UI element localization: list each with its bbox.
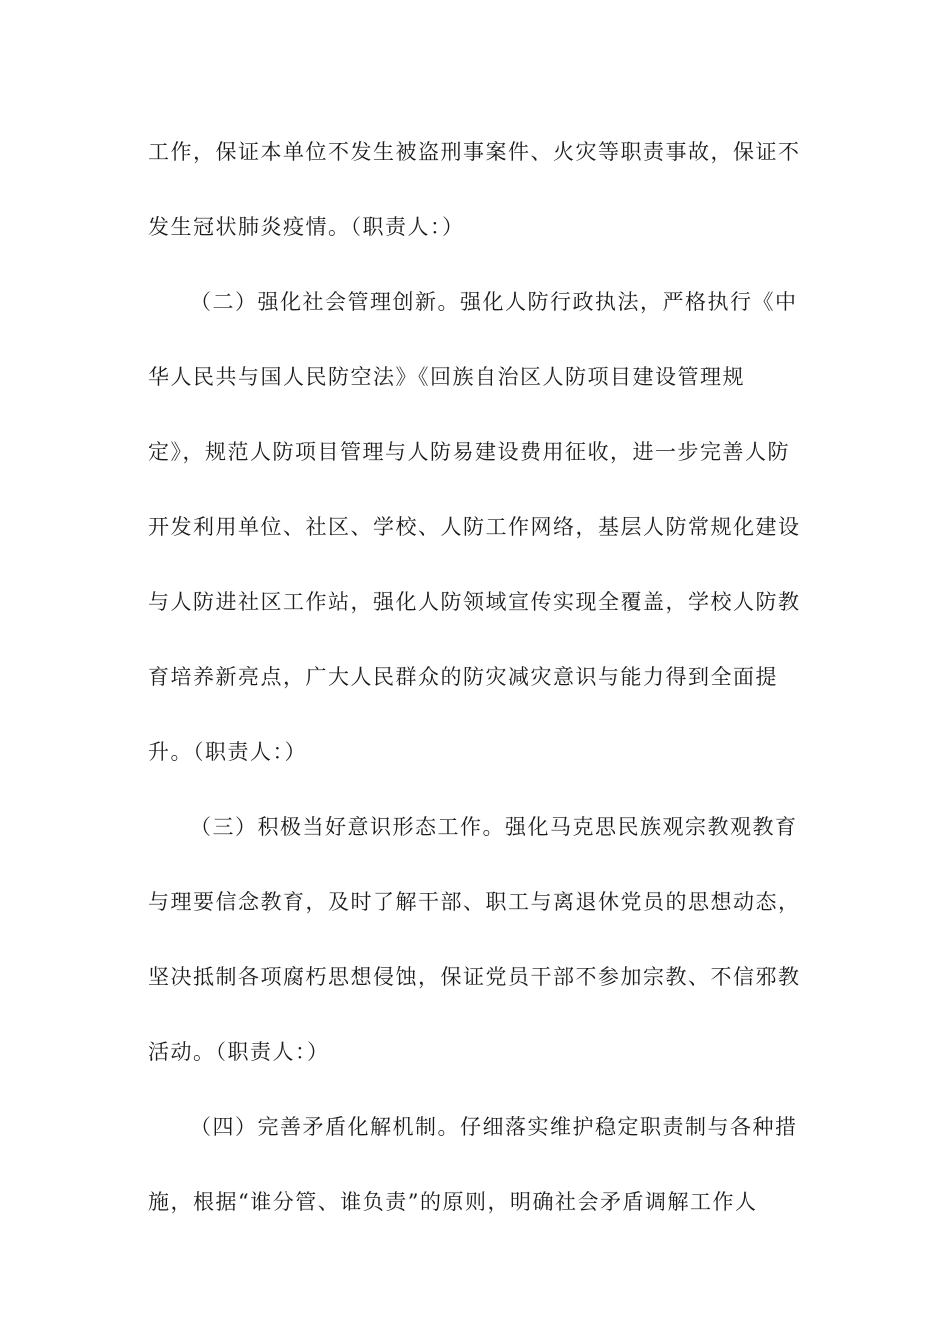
text-line: 坚决抵制各项腐朽思想侵蚀，保证党员干部不参加宗教、不信邪教 (148, 965, 801, 989)
text-line: 育培养新亮点，广大人民群众的防灾减灾意识与能力得到全面提 (148, 665, 778, 689)
paragraph-heading-3: （三）积极当好意识形态工作。强化马克思民族观宗教观教育 (190, 815, 798, 839)
text-line: 工作，保证本单位不发生被盗刑事案件、火灾等职责事故，保证不 (148, 140, 801, 164)
text-line: 发生冠状肺炎疫情。（职责人：） (148, 215, 465, 239)
text-line: 开发利用单位、社区、学校、人防工作网络，基层人防常规化建设 (148, 515, 801, 539)
text-line: 定》，规范人防项目管理与人防易建设费用征收，进一步完善人防 (148, 440, 790, 464)
text-line: 与人防进社区工作站，强化人防领域宣传实现全覆盖，学校人防教 (148, 590, 801, 614)
text-line: 华人民共与国人民防空法》《回族自治区人防项目建设管理规 (148, 365, 745, 389)
paragraph-heading-2: （二）强化社会管理创新。强化人防行政执法，严格执行《中 (190, 290, 798, 314)
text-line: 活动。（职责人：） (148, 1040, 330, 1064)
text-line: 升。（职责人：） (148, 740, 307, 764)
text-line: 施，根据“谁分管、谁负责”的原则，明确社会矛盾调解工作人 (148, 1190, 758, 1214)
paragraph-heading-4: （四）完善矛盾化解机制。仔细落实维护稳定职责制与各种措 (190, 1115, 798, 1139)
text-line: 与理要信念教育，及时了解干部、职工与离退休党员的思想动态， (148, 890, 801, 914)
